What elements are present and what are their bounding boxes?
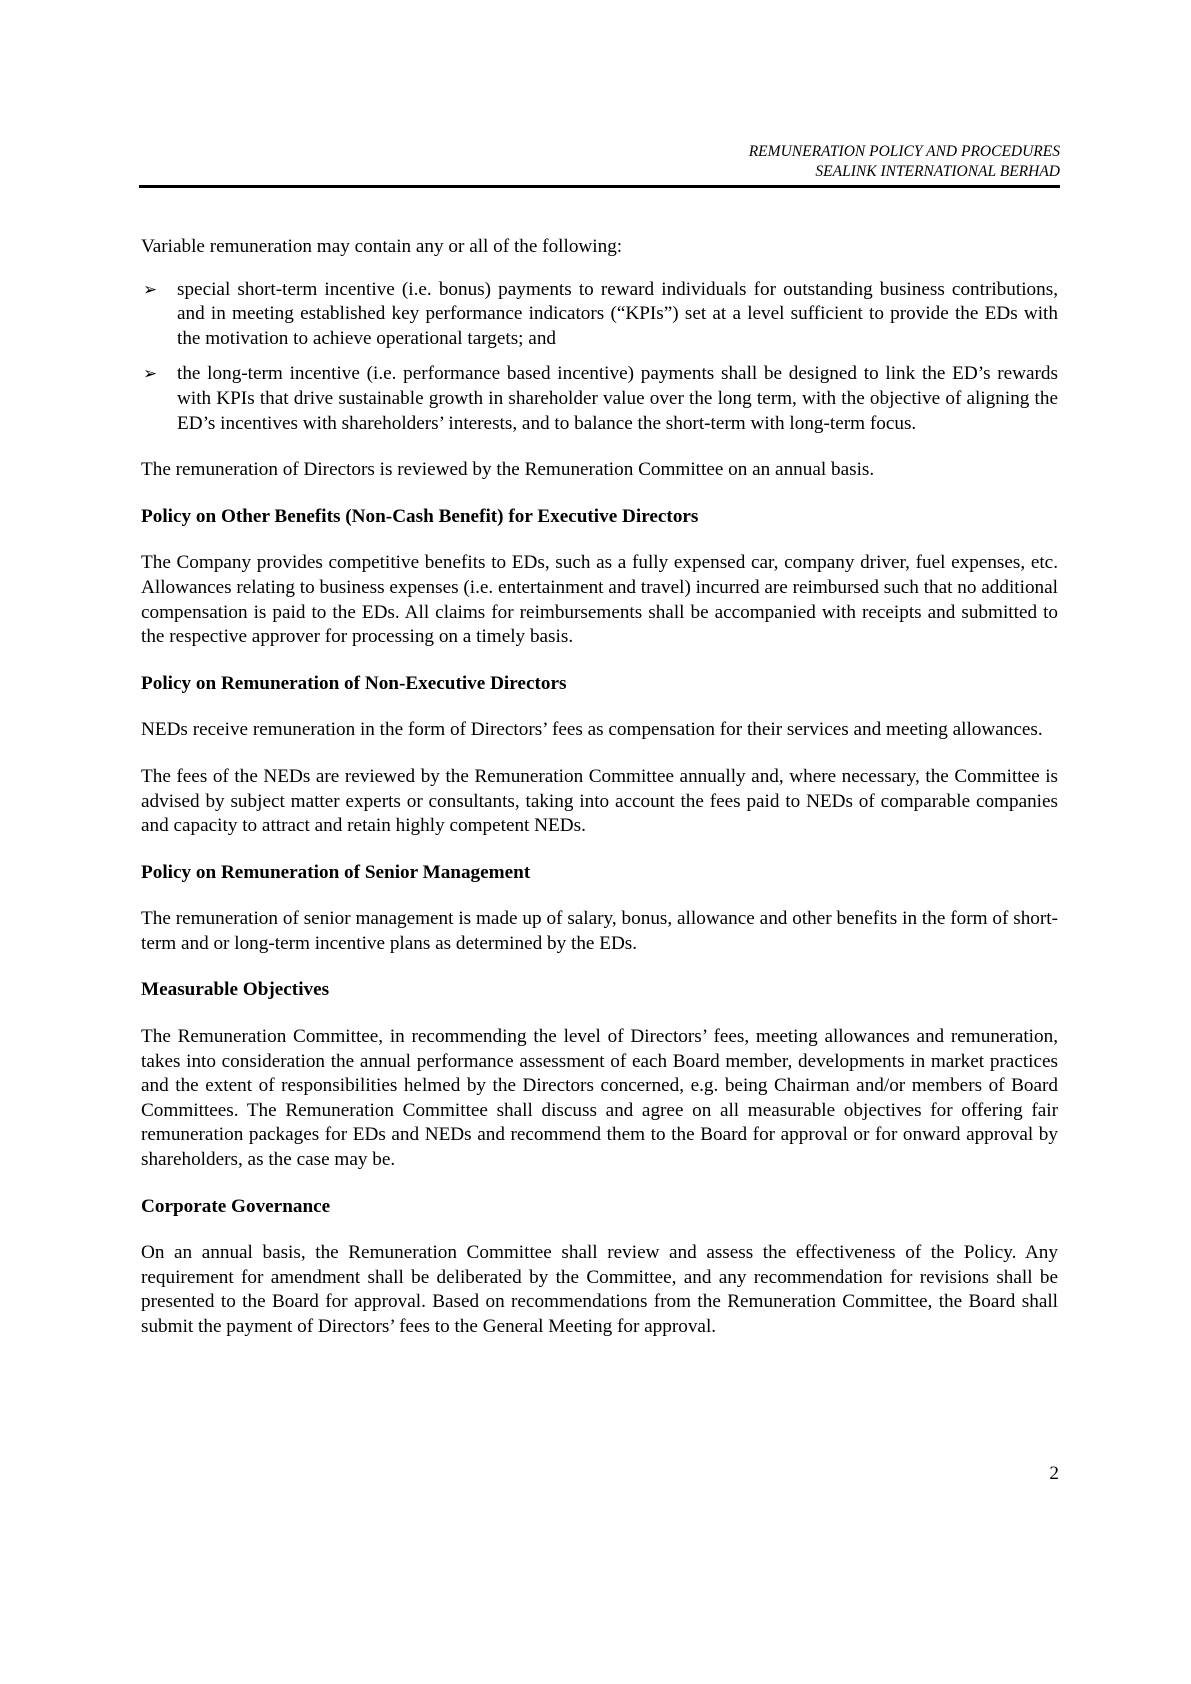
list-item [141, 362, 1058, 436]
section-paragraph: On an annual basis, the Remuneration Committee shall review and assess the effectiveness of the Policy. Any requirement for amendment shall be deliberated by the Committee, and any recommendation for revisions shall be presented to the Board for approval. Based on recommendations from the Remuneration Committee, the Board shall submit the payment of Directors’ fees to the General Meeting for approval. [141, 1242, 1058, 1337]
list-item-text: the long-term incentive (i.e. performance based incentive) payments shall be designed to link the ED’s rewards with KPIs that drive sustainable growth in shareholder value over the long term, with the objective of aligning the ED’s incentives with shareholders’ interests, and to balance the short-term with long-term focus. [177, 363, 1058, 434]
header-company-name: SEALINK INTERNATIONAL BERHAD [815, 163, 1060, 180]
section-paragraph: The Remuneration Committee, in recommending the level of Directors’ fees, meeting allowances and remuneration, takes into consideration the annual performance assessment of each Board member, developments in market practices and the extent of responsibilities helmed by the Directors concerned, e.g. being Chairman and/or members of Board Committees. The Remuneration Committee shall discuss and agree on all measurable objectives for offering fair remuneration packages for EDs and NEDs and recommend them to the Board for approval or for onward approval by shareholders, as the case may be. [141, 1026, 1058, 1171]
arrowhead-bullet-icon: ➢ [143, 279, 158, 300]
page-number: 2 [1049, 1463, 1059, 1484]
section-heading-measurable-objectives: Measurable Objectives [141, 979, 330, 1001]
section-heading-corporate-governance: Corporate Governance [141, 1195, 331, 1217]
body-content [141, 235, 1058, 1340]
list-item [141, 278, 1058, 352]
variable-remuneration-list [141, 278, 1058, 437]
section-paragraph: The fees of the NEDs are reviewed by the Remuneration Committee annually and, where necessary, the Committee is advised by subject matter experts or consultants, taking into account the fees paid to NEDs of comparable companies and capacity to attract and retain highly competent NEDs. [141, 765, 1058, 837]
section-heading-ned-remuneration: Policy on Remuneration of Non-Executive Directors [141, 672, 567, 694]
section-paragraph: The Company provides competitive benefits to EDs, such as a fully expensed car, company driver, fuel expenses, etc. Allowances relating to business expenses (i.e. entertainment and travel) incurred are reimbursed such that no additional compensation is paid to the EDs. All claims for reimbursements shall be accompanied with receipts and submitted to the respective approver for processing on a timely basis. [141, 552, 1058, 648]
review-paragraph: The remuneration of Directors is reviewed by the Remuneration Committee on an annual basis. [141, 459, 875, 481]
intro-paragraph: Variable remuneration may contain any or all of the following: [141, 236, 623, 257]
section-paragraph: The remuneration of senior management is made up of salary, bonus, allowance and other benefits in the form of short-term and or long-term incentive plans as determined by the EDs. [141, 908, 1058, 954]
header-policy-title: REMUNERATION POLICY AND PROCEDURES [748, 143, 1060, 160]
header-divider [139, 185, 1060, 188]
running-header [749, 142, 1060, 182]
section-paragraph: NEDs receive remuneration in the form of Directors’ fees as compensation for their services and meeting allowances. [141, 719, 1043, 741]
section-heading-other-benefits: Policy on Other Benefits (Non-Cash Benefit) for Executive Directors [141, 505, 699, 527]
arrowhead-bullet-icon: ➢ [143, 364, 158, 385]
list-item-text: special short-term incentive (i.e. bonus) payments to reward individuals for outstanding business contributions, and in meeting established key performance indicators (“KPIs”) set at a level sufficient to provide the EDs with the motivation to achieve operational targets; and [177, 278, 1058, 349]
section-heading-senior-management: Policy on Remuneration of Senior Management [141, 861, 531, 883]
